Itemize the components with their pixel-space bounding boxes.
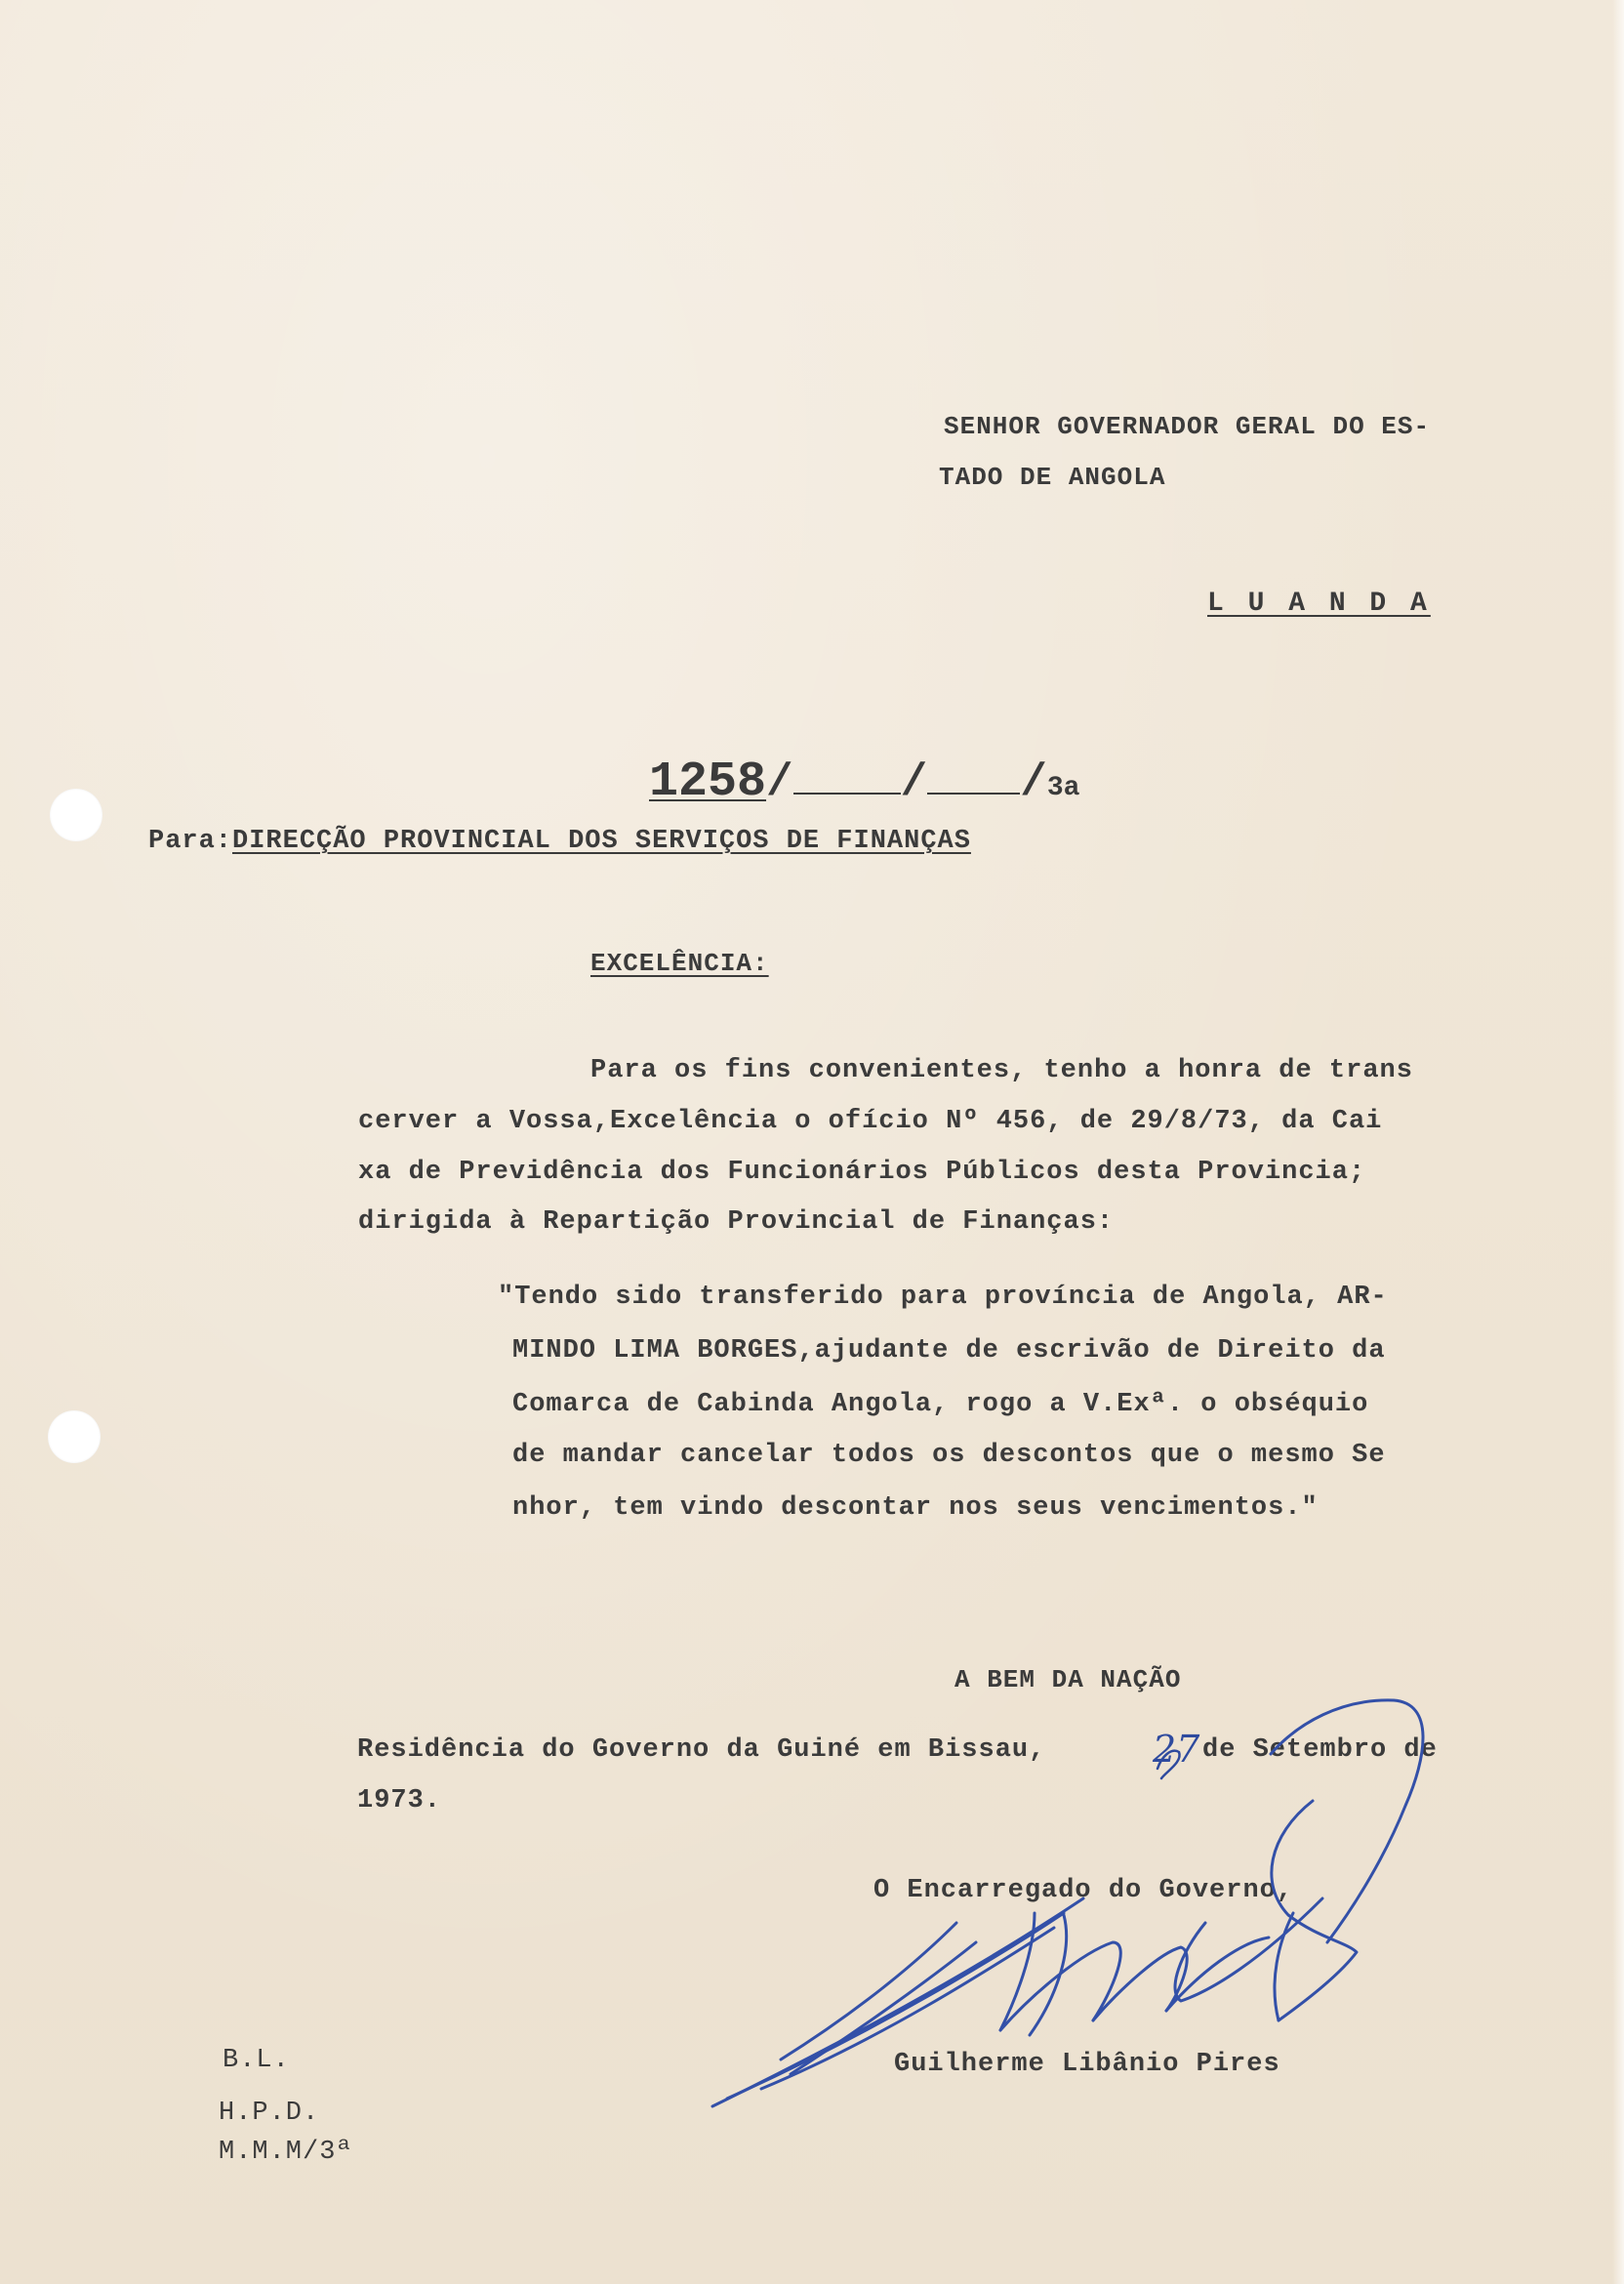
signatory-name: Guilherme Libânio Pires xyxy=(894,2050,1280,2079)
punch-hole-bottom xyxy=(48,1410,101,1463)
quote-line-4: de mandar cancelar todos os descontos que o mesmo Se xyxy=(512,1441,1386,1470)
date-suffix: de Setembro de xyxy=(1202,1735,1438,1765)
paragraph-line-2: cerver a Vossa,Excelência o ofício Nº 456, de 29/8/73, da Cai xyxy=(358,1107,1383,1136)
paragraph-line-3: xa de Previdência dos Funcionários Públicos desta Provincia; xyxy=(358,1158,1366,1187)
reference-blank-2 xyxy=(927,748,1020,795)
quote-line-1: "Tendo sido transferido para província de Angola, AR- xyxy=(498,1283,1388,1312)
reference-number-line: 1258/ / /3a xyxy=(649,748,1079,818)
reference-blank-1 xyxy=(793,748,901,795)
initials-line-2: H.P.D. xyxy=(219,2099,320,2128)
quote-line-3: Comarca de Cabinda Angola, rogo a V.Exª. o obséquio xyxy=(512,1390,1369,1419)
quote-line-2: MINDO LIMA BORGES,ajudante de escrivão de Direito da xyxy=(512,1336,1386,1366)
page-edge xyxy=(1612,0,1624,2284)
date-year: 1973. xyxy=(357,1786,442,1815)
salutation: EXCELÊNCIA: xyxy=(590,949,769,978)
addressee-line-2: TADO DE ANGOLA xyxy=(939,463,1166,492)
signatory-title: O Encarregado do Governo, xyxy=(873,1876,1294,1905)
paragraph-line-4: dirigida à Repartição Provincial de Finanças: xyxy=(358,1207,1115,1237)
addressee-line-1: SENHOR GOVERNADOR GERAL DO ES- xyxy=(944,412,1431,441)
initials-line-3: M.M.M/3ª xyxy=(219,2138,353,2167)
reference-suffix: 3a xyxy=(1046,773,1080,803)
closing-formula: A BEM DA NAÇÃO xyxy=(954,1665,1182,1694)
punch-hole-top xyxy=(50,789,102,841)
date-prefix: Residência do Governo da Guiné em Bissau, xyxy=(357,1735,1046,1765)
paragraph-line-1: Para os fins convenientes, tenho a honra de trans xyxy=(590,1056,1413,1085)
reference-number: 1258 xyxy=(649,755,767,810)
initials-line-1: B.L. xyxy=(223,2046,290,2075)
quote-line-5: nhor, tem vindo descontar nos seus vencimentos." xyxy=(512,1493,1319,1523)
recipient-label: Para: xyxy=(148,827,233,856)
recipient-name: DIRECÇÃO PROVINCIAL DOS SERVIÇOS DE FINANÇAS xyxy=(232,827,971,856)
handwritten-day: 27 xyxy=(1153,1728,1200,1771)
recipient-line xyxy=(148,823,971,860)
addressee-city: L U A N D A xyxy=(1207,589,1431,619)
